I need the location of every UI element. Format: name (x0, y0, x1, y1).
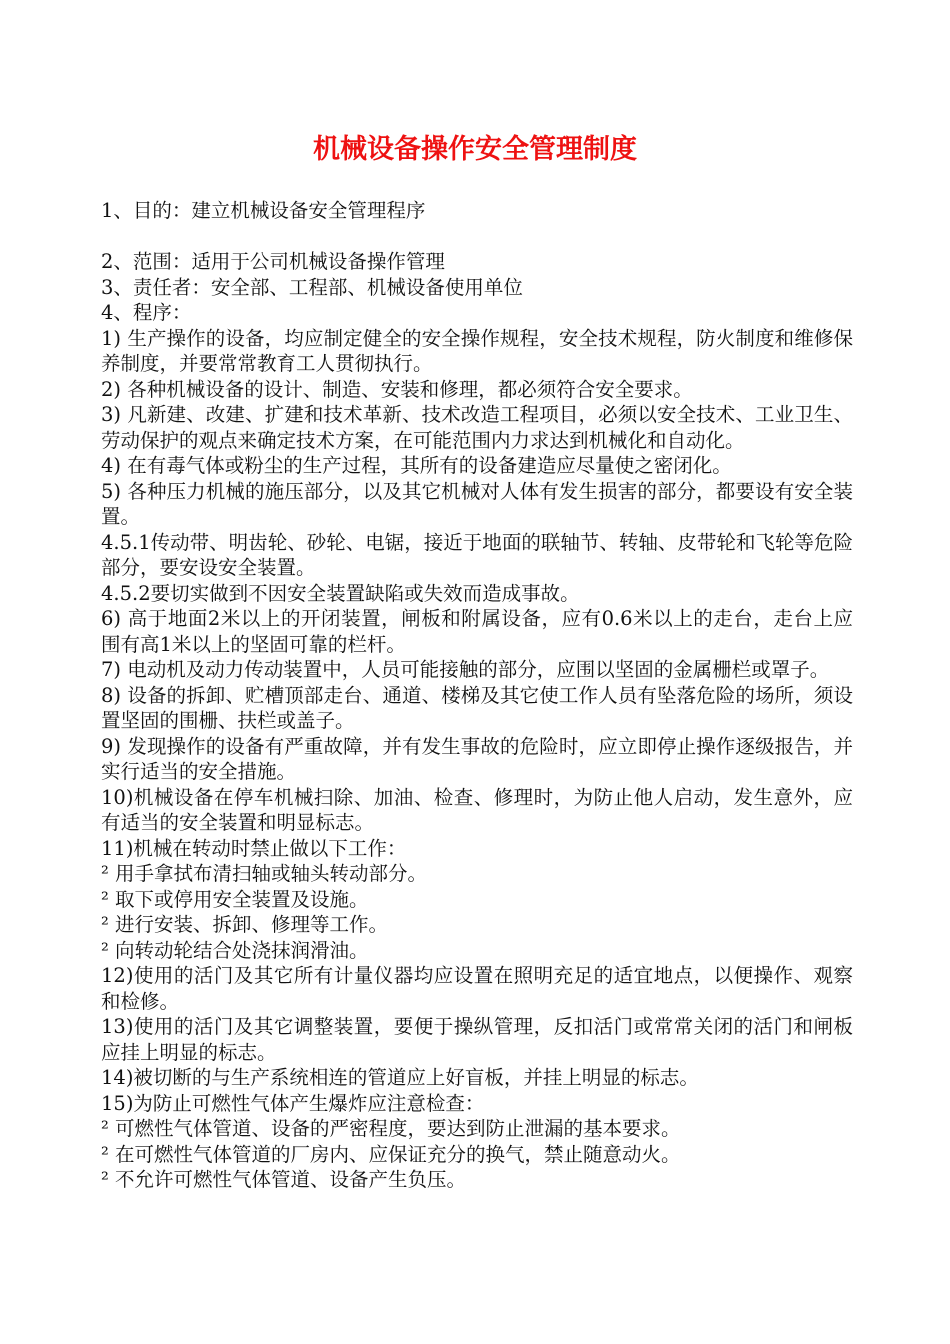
section-procedure: 4、程序： (101, 301, 192, 324)
procedure-item-11: 11)机械在转动时禁止做以下工作： (101, 836, 407, 860)
procedure-item-13: 13)使用的活门及其它调整装置，要便于操纵管理，反扣活门或常常关闭的活门和闸板应挂上明显的标志。 (101, 1015, 853, 1064)
section-responsible: 3、责任者：安全部、工程部、机械设备使用单位 (101, 275, 523, 299)
procedure-item-4-5-1: 4.5.1传动带、明齿轮、砂轮、电锯，接近于地面的联轴节、转轴、皮带轮和飞轮等危险部分，要安设安全装置。 (101, 530, 853, 579)
procedure-item-2: 2) 各种机械设备的设计、制造、安装和修理，都必须符合安全要求。 (101, 377, 693, 401)
procedure-item-5: 5) 各种压力机械的施压部分，以及其它机械对人体有发生损害的部分，都要设有安全装置。 (101, 479, 853, 528)
procedure-item-15: 15)为防止可燃性气体产生爆炸应注意检查： (101, 1091, 485, 1115)
procedure-item-7: 7) 电动机及动力传动装置中，人员可能接触的部分，应围以坚固的金属栅栏或罩子。 (101, 658, 830, 681)
procedure-item-14: 14)被切断的与生产系统相连的管道应上好盲板，并挂上明显的标志。 (101, 1066, 699, 1089)
list-item: ² 不允许可燃性气体管道、设备产生负压。 (101, 1168, 467, 1191)
list-item: ² 向转动轮结合处浇抹润滑油。 (101, 938, 369, 962)
procedure-item-8: 8) 设备的拆卸、贮槽顶部走台、通道、楼梯及其它使工作人员有坠落危险的场所，须设置坚固的围栅、扶栏或盖子。 (101, 683, 853, 732)
procedure-item-12: 12)使用的活门及其它所有计量仪器均应设置在照明充足的适宜地点，以便操作、观察和检修。 (101, 964, 853, 1013)
paragraph-spacer (101, 224, 853, 250)
document-title: 机械设备操作安全管理制度 (313, 134, 637, 165)
section-purpose: 1、目的：建立机械设备安全管理程序 (101, 199, 426, 222)
procedure-item-6: 6) 高于地面2米以上的开闭装置，闸板和附属设备，应有0.6米以上的走台，走台上应围有高1米以上的坚固可靠的栏杆。 (101, 607, 853, 656)
procedure-item-3: 3) 凡新建、改建、扩建和技术革新、技术改造工程项目，必须以安全技术、工业卫生、劳动保护的观点来确定技术方案，在可能范围内力求达到机械化和自动化。 (101, 403, 853, 452)
procedure-item-4: 4) 在有毒气体或粉尘的生产过程，其所有的设备建造应尽量使之密闭化。 (101, 454, 732, 477)
procedure-item-10: 10)机械设备在停车机械扫除、加油、检查、修理时，为防止他人启动，发生意外，应有适当的安全装置和明显标志。 (101, 785, 853, 834)
section-scope: 2、范围：适用于公司机械设备操作管理 (101, 250, 445, 273)
list-item: ² 取下或停用安全装置及设施。 (101, 887, 369, 911)
procedure-item-1: 1) 生产操作的设备，均应制定健全的安全操作规程，安全技术规程，防火制度和维修保养制度，并要常常教育工人贯彻执行。 (101, 326, 853, 375)
procedure-item-4-5-2: 4.5.2要切实做到不因安全装置缺陷或失效而造成事故。 (101, 581, 580, 605)
list-item: ² 可燃性气体管道、设备的严密程度，要达到防止泄漏的基本要求。 (101, 1117, 681, 1140)
list-item: ² 用手拿拭布清扫轴或轴头转动部分。 (101, 862, 428, 885)
document-body (101, 198, 853, 1193)
procedure-item-9: 9) 发现操作的设备有严重故障，并有发生事故的危险时，应立即停止操作逐级报告，并实行适当的安全措施。 (101, 734, 853, 783)
list-item: ² 在可燃性气体管道的厂房内、应保证充分的换气，禁止随意动火。 (101, 1142, 681, 1166)
list-item: ² 进行安装、拆卸、修理等工作。 (101, 913, 389, 936)
